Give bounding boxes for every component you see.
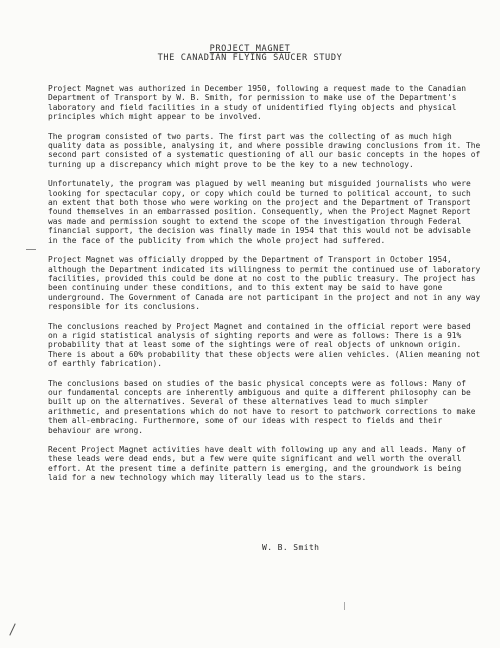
- pencil-stroke-mark: [9, 623, 15, 635]
- paragraph-recent-activities: Recent Project Magnet activities have dealt with following up any and all leads. Many of these leads were dead ends, but a few were quite significant and well worth the overall effort. At the present time a definite pattern is emerging, and the groundwork is being laid for a new technology which may literally lead us to the stars.: [48, 445, 467, 483]
- paragraph-physical-conclusions: The conclusions based on studies of the basic physical concepts were as follows: Many of our fundamental concepts are inherently ambiguous and quite a different philosophy can be built up on the alternatives. Several of these alternatives lead to much simpler arithmetic, and presentations which do not have to resort to patchwork corrections to make them all-embracing. Furthermore, some of our ideas with respect to fields and their behaviour are wrong.: [48, 378, 476, 435]
- paragraph-journalists: Unfortunately, the program was plagued by well meaning but misguided journalists who were looking for spectacular copy, or copy which could be turned to political account, to such an extent that both those who were working on the project and the Department of Transport found themselves in an embarrassed position. Consequently, when the Project Magnet Report was made and permission sought to extend the scope of the investigation through Federal financial support, the decision was finally made in 1954 that this would not be advisable in the face of the publicity from which the whole project had suffered.: [48, 179, 471, 245]
- document-body: [48, 84, 484, 493]
- document-title: PROJECT MAGNET: [209, 44, 291, 54]
- paragraph-program-parts: The program consisted of two parts. The first part was the collecting of as much high quality data as possible, analysing it, and where possible drawing conclusions from it. The second part consisted of a systematic questioning of all our basic concepts in the hopes of turning up a discrepancy which might prove to be the key to a new technology.: [48, 131, 481, 169]
- paper-speck-mark: [344, 602, 345, 610]
- paragraph-authorization: Project Magnet was authorized in December 1950, following a request made to the Canadian Department of Transport by W. B. Smith, for permission to make use of the Department's laboratory and field facilities in a study of unidentified flying objects and physical principles which might appear to be involved.: [48, 84, 467, 122]
- signature: W. B. Smith: [262, 543, 320, 552]
- paragraph-statistical-conclusions: The conclusions reached by Project Magnet and contained in the official report were based on a rigid statistical analysis of sighting reports and were as follows: There is a 91% probability that at least some of the sightings were of real objects of unknown origin. There is about a 60% probability that these objects were alien vehicles. (Alien meaning not of earthly fabrication).: [48, 321, 481, 369]
- margin-dash-mark: [26, 249, 36, 250]
- paragraph-dropped: Project Magnet was officially dropped by the Department of Transport in October 1954, although the Department indicated its willingness to permit the continued use of laboratory facilities, provided this could be done at no cost to the public treasury. The project has been continuing under these conditions, and to this extent may be said to have gone underground. The Government of Canada are not participant in the project and not in any way responsible for its conclusions.: [48, 255, 481, 312]
- document-subtitle: THE CANADIAN FLYING SAUCER STUDY: [157, 53, 343, 63]
